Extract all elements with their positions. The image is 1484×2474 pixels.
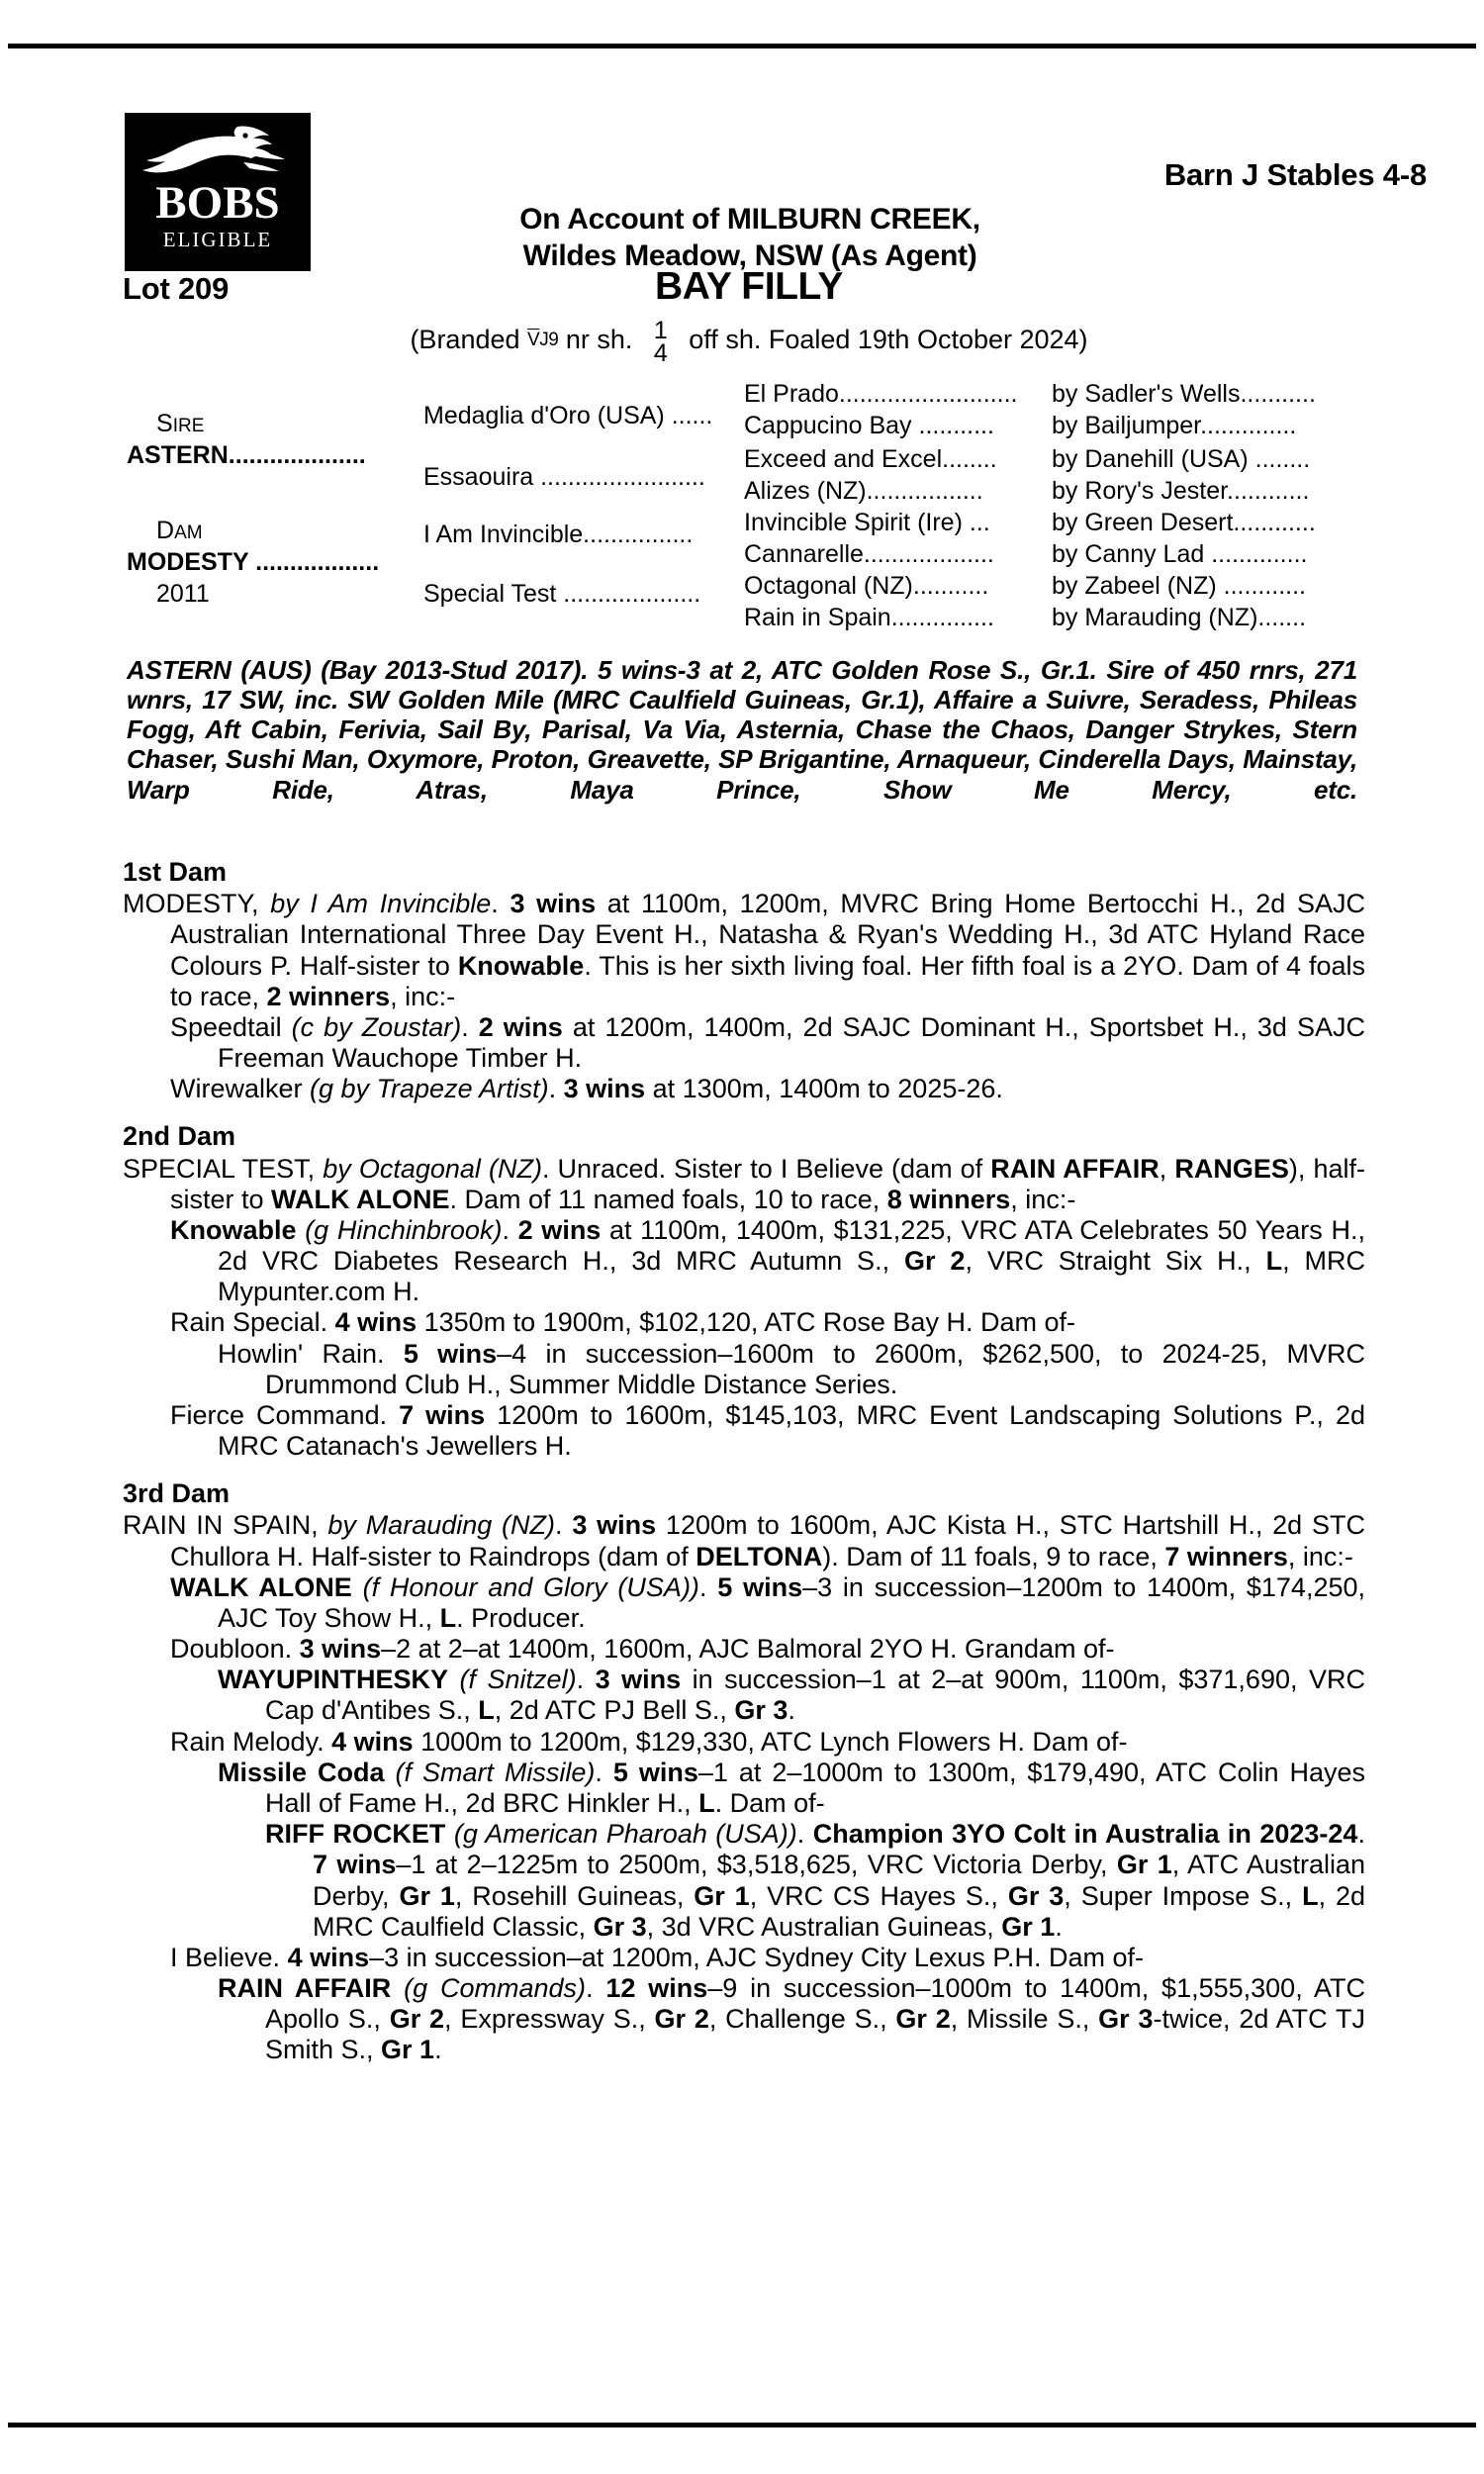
vendor-account: [0, 202, 1484, 274]
sire-dots: ....................: [228, 441, 366, 469]
dam-heading: 1st Dam: [123, 857, 228, 887]
dam-label-cap: D: [156, 517, 175, 544]
horse-head-icon: [139, 125, 297, 182]
pedigree-gen4-item: by Rory's Jester............: [1052, 477, 1310, 505]
pedigree-entry: Missile Coda (f Smart Missile). 5 wins–1 at 2–1000m to 1300m, $179,490, ATC Colin Hayes Hall of Fame H., 2d BRC Hinkler H., L. Dam of-: [218, 1757, 1366, 1818]
dam-heading: 2nd Dam: [123, 1121, 236, 1152]
pedigree-gen3-item: Cannarelle...................: [744, 540, 994, 568]
sire-summary: ASTERN (AUS) (Bay 2013-Stud 2017). 5 wins-3 at 2, ATC Golden Rose S., Gr.1. Sire of 450 rnrs, 271 wnrs, 17 SW, inc. SW Golden Mile (MRC Caulfield Guineas, Gr.1), Affaire a Suivre, Seradess, Phileas Fogg, Aft Cabin, Ferivia, Sail By, Parisal, Va Via, Asternia, Chase the Chaos, Danger Strykes, Stern Chaser, Sushi Man, Oxymore, Proton, Greavette, SP Brigantine, Arnaqueur, Cinderella Days, Mainstay, Warp Ride, Atras, Maya Prince, Show Me Mercy, etc.: [127, 655, 1357, 805]
page-header: [0, 95, 1484, 372]
sire-name: [127, 441, 366, 470]
dam-year: 2011: [156, 580, 210, 608]
bottom-rule: [8, 2423, 1476, 2427]
dam-heading: 3rd Dam: [123, 1478, 231, 1509]
pedigree-gen2-item: Essaouira ........................: [423, 463, 705, 491]
bobs-wordmark: BOBS: [155, 177, 280, 229]
pedigree-gen3-column: [744, 380, 1061, 649]
brand-mark-rest: J9: [539, 330, 559, 351]
pedigree-entry: WAYUPINTHESKY (f Snitzel). 3 wins in succession–1 at 2–at 900m, 1100m, $371,690, VRC Cap d'Antibes S., L, 2d ATC PJ Bell S., Gr 3.: [218, 1665, 1365, 1726]
pedigree-gen2-item: Special Test ....................: [423, 580, 701, 608]
pedigree-gen4-item: by Sadler's Wells...........: [1052, 380, 1316, 408]
pedigree-entry: Rain Melody. 4 wins 1000m to 1200m, $129,330, ATC Lynch Flowers H. Dam of-: [170, 1726, 1128, 1757]
pedigree-gen3-item: Exceed and Excel........: [744, 445, 997, 473]
bobs-tagline: ELIGIBLE: [162, 228, 273, 251]
pedigree-gen3-item: Invincible Spirit (Ire) ...: [744, 509, 990, 536]
page-title: BAY FILLY: [654, 265, 844, 308]
pedigree-gen4-item: by Green Desert............: [1052, 509, 1316, 536]
pedigree-entry: Knowable (g Hinchinbrook). 2 wins at 1100m, 1400m, $131,225, VRC ATA Celebrates 50 Years H., 2d VRC Diabetes Research H., 3d MRC Autumn S., Gr 2, VRC Straight Six H., L, MRC Mypunter.com H.: [170, 1214, 1366, 1307]
pedigree-gen2-column: [423, 384, 713, 649]
pedigree-gen4-item: by Bailjumper..............: [1052, 412, 1297, 439]
dam-label-smallcaps: AM: [174, 523, 203, 543]
pedigree-gen4-column: [1052, 380, 1447, 649]
sire-name-text: ASTERN: [127, 441, 229, 469]
sire-label-cap: S: [156, 410, 173, 437]
pedigree-entry: MODESTY, by I Am Invincible. 3 wins at 1100m, 1200m, MVRC Bring Home Bertocchi H., 2d SAJC Australian International Three Day Event H., Natasha & Ryan's Wedding H., 3d ATC Hyland Race Colours P. Half-sister to Knowable. This is her sixth living foal. Her fifth foal is a 2YO. Dam of 4 foals to race, 2 winners, inc:-: [123, 889, 1365, 1011]
barn-location: Barn J Stables 4-8: [1163, 157, 1427, 192]
pedigree-gen4-item: by Zabeel (NZ) ............: [1052, 572, 1307, 600]
brand-fraction-denominator: 4: [653, 339, 668, 367]
brand-fraction: [653, 317, 668, 367]
pedigree-entry: RIFF ROCKET (g American Pharoah (USA)). Champion 3YO Colt in Australia in 2023-24. 7 wins–1 at 2–1225m to 2500m, $3,518,625, VRC Victoria Derby, Gr 1, ATC Australian Derby, Gr 1, Rosehill Guineas, Gr 1, VRC CS Hayes S., Gr 3, Super Impose S., L, 2d MRC Caulfield Classic, Gr 3, 3d VRC Australian Guineas, Gr 1.: [265, 1819, 1366, 1942]
pedigree-gen2-item: Medaglia d'Oro (USA) ......: [423, 402, 713, 429]
pedigree-entry: RAIN IN SPAIN, by Marauding (NZ). 3 wins 1200m to 1600m, AJC Kista H., STC Hartshill H., 2d STC Chullora H. Half-sister to Raindrops (dam of DELTONA). Dam of 11 foals, 9 to race, 7 winners, inc:-: [123, 1510, 1365, 1571]
top-rule: [8, 44, 1476, 48]
sire-label: [156, 410, 204, 438]
branding-line: [0, 317, 1484, 367]
pedigree-entry: SPECIAL TEST, by Octagonal (NZ). Unraced. Sister to I Believe (dam of RAIN AFFAIR, RANGES), half-sister to WALK ALONE. Dam of 11 named foals, 10 to race, 8 winners, inc:-: [123, 1153, 1365, 1214]
pedigree-gen4-item: by Danehill (USA) ........: [1052, 445, 1311, 473]
dam-name: [127, 548, 379, 577]
brand-mark-over: $\overline{V}$: [527, 330, 540, 351]
dam-label: [156, 517, 203, 545]
pedigree-entry: Fierce Command. 7 wins 1200m to 1600m, $145,103, MRC Event Landscaping Solutions P., 2d MRC Catanach's Jewellers H.: [170, 1399, 1365, 1462]
brand-mark: [527, 330, 558, 351]
pedigree-entry: Wirewalker (g by Trapeze Artist). 3 wins at 1300m, 1400m to 2025-26.: [170, 1074, 1003, 1104]
branding-mid: nr sh.: [565, 325, 633, 355]
pedigree-body: [123, 857, 1365, 2066]
branding-prefix: (Branded: [410, 325, 520, 355]
brand-fraction-numerator: 1: [653, 317, 668, 344]
lot-number: Lot 209: [123, 271, 230, 306]
pedigree-gen3-item: Rain in Spain...............: [744, 604, 994, 631]
vendor-account-line2: Wildes Meadow, NSW (As Agent): [522, 238, 977, 272]
pedigree-entry: Rain Special. 4 wins 1350m to 1900m, $102,120, ATC Rose Bay H. Dam of-: [170, 1307, 1075, 1338]
pedigree-gen4-item: by Canny Lad ..............: [1052, 540, 1308, 568]
pedigree-gen1-column: [127, 384, 414, 649]
pedigree-gen3-item: Alizes (NZ).................: [744, 477, 983, 505]
sire-label-smallcaps: IRE: [172, 416, 205, 436]
dam-name-text: MODESTY: [127, 548, 249, 576]
pedigree-entry: RAIN AFFAIR (g Commands). 12 wins–9 in succession–1000m to 1400m, $1,555,300, ATC Apollo S., Gr 2, Expressway S., Gr 2, Challenge S., Gr 2, Missile S., Gr 3-twice, 2d ATC TJ Smith S., Gr 1.: [218, 1973, 1366, 2065]
pedigree-gen3-item: El Prado..........................: [744, 380, 1018, 408]
pedigree-entry: Speedtail (c by Zoustar). 2 wins at 1200m, 1400m, 2d SAJC Dominant H., Sportsbet H., 3d SAJC Freeman Wauchope Timber H.: [170, 1011, 1365, 1074]
dam-dots: ..................: [248, 548, 380, 576]
pedigree-gen3-item: Cappucino Bay ...........: [744, 412, 994, 439]
pedigree-entry: WALK ALONE (f Honour and Glory (USA)). 5 wins–3 in succession–1200m to 1400m, $174,250, AJC Toy Show H., L. Producer.: [170, 1571, 1365, 1633]
pedigree-gen4-item: by Marauding (NZ).......: [1052, 604, 1307, 631]
vendor-account-line1: On Account of MILBURN CREEK,: [519, 203, 980, 236]
pedigree-gen3-item: Octagonal (NZ)...........: [744, 572, 989, 600]
pedigree-entry: I Believe. 4 wins–3 in succession–at 1200m, AJC Sydney City Lexus P.H. Dam of-: [170, 1942, 1144, 1972]
pedigree-entry: Doubloon. 3 wins–2 at 2–at 1400m, 1600m, AJC Balmoral 2YO H. Grandam of-: [170, 1634, 1115, 1665]
pedigree-entry: Howlin' Rain. 5 wins–4 in succession–1600m to 2600m, $262,500, to 2024-25, MVRC Drummond Club H., Summer Middle Distance Series.: [218, 1338, 1365, 1399]
pedigree-table: [0, 380, 1484, 649]
branding-suffix: off sh. Foaled 19th October 2024): [689, 325, 1088, 355]
pedigree-gen2-item: I Am Invincible................: [423, 521, 694, 548]
